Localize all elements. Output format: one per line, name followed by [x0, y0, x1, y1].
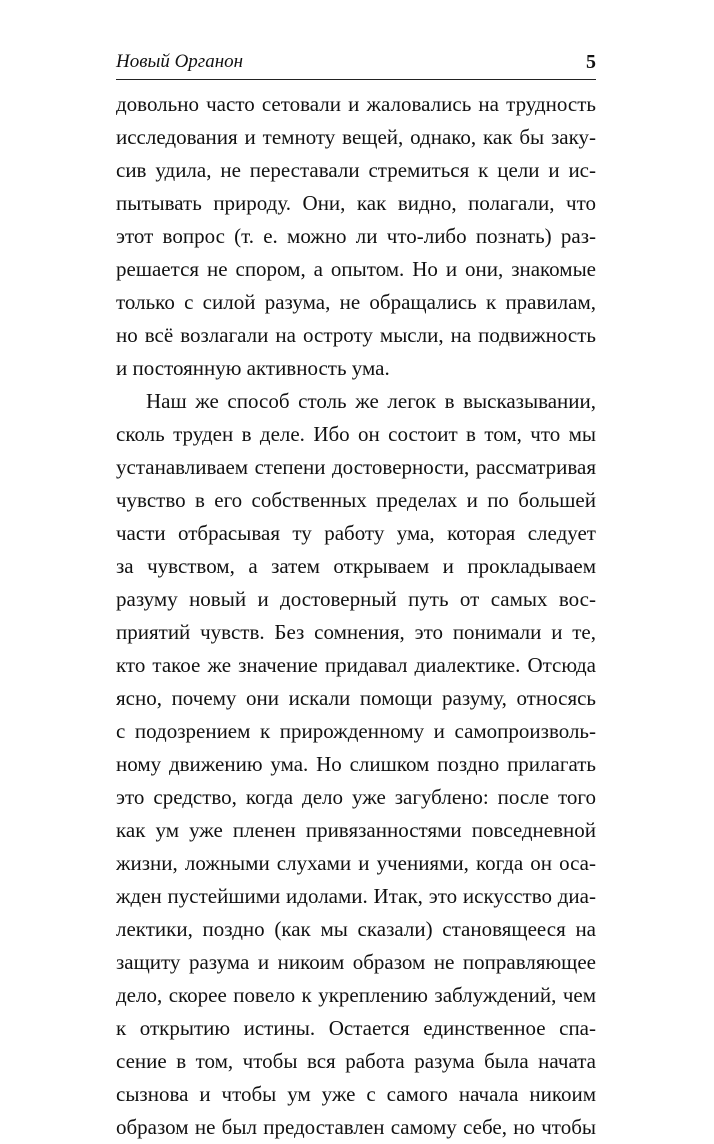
text-line: чувство в его собственных пределах и по большей [116, 488, 596, 512]
text-line: к открытию истины. Остается единственное спа- [116, 1016, 596, 1040]
running-title: Новый Органон [116, 51, 244, 72]
text-line: пытывать природу. Они, как видно, полагали, что [116, 191, 596, 215]
text-line: разуму новый и достоверный путь от самых вос- [116, 587, 596, 611]
text-line: жден пустейшими идолами. Итак, это искусство диа- [116, 884, 596, 908]
text-line: только с силой разума, не обращались к правилам, [116, 290, 596, 314]
text-line: жизни, ложными слухами и учениями, когда он оса- [116, 851, 596, 875]
text-line: сение в том, чтобы вся работа разума была начата [116, 1049, 596, 1073]
text-line: приятий чувств. Без сомнения, это понимали и те, [116, 620, 596, 644]
text-line: образом не был предоставлен самому себе, но чтобы [116, 1115, 596, 1139]
header-rule [116, 79, 596, 80]
body-text [116, 88, 596, 1144]
text-line: это средство, когда дело уже загублено: после того [116, 785, 596, 809]
text-line: как ум уже пленен привязанностями повседневной [116, 818, 596, 842]
text-line: этот вопрос (т. е. можно ли что-либо познать) раз- [116, 224, 596, 248]
text-line: ному движению ума. Но слишком поздно прилагать [116, 752, 596, 776]
paragraph-1 [116, 88, 596, 385]
text-line: ясно, почему они искали помощи разуму, относясь [116, 686, 596, 710]
text-line: лектики, поздно (как мы сказали) становящееся на [116, 917, 596, 941]
text-line: но всё возлагали на остроту мысли, на подвижность [116, 323, 596, 347]
page-number: 5 [586, 51, 596, 73]
paragraph-2 [116, 385, 596, 1144]
text-line: и постоянную активность ума. [116, 356, 390, 380]
text-line: довольно часто сетовали и жаловались на трудность [116, 92, 596, 116]
text-line: защиту разума и никоим образом не поправляющее [116, 950, 596, 974]
text-line: за чувством, а затем открываем и прокладываем [116, 554, 596, 578]
text-line: Наш же способ столь же легок в высказывании, [146, 389, 596, 413]
text-line: части отбрасывая ту работу ума, которая следует [116, 521, 596, 545]
running-head [116, 49, 596, 75]
text-line: исследования и темноту вещей, однако, как бы заку- [116, 125, 596, 149]
text-line: сколь труден в деле. Ибо он состоит в том, что мы [116, 422, 596, 446]
text-line: сызнова и чтобы ум уже с самого начала никоим [116, 1082, 596, 1106]
text-line: устанавливаем степени достоверности, рассматривая [116, 455, 596, 479]
text-line: сив удила, не переставали стремиться к цели и ис- [116, 158, 596, 182]
text-line: решается не спором, а опытом. Но и они, знакомые [116, 257, 596, 281]
text-line: кто такое же значение придавал диалектике. Отсюда [116, 653, 596, 677]
text-line: дело, скорее повело к укреплению заблуждений, чем [116, 983, 596, 1007]
text-line: с подозрением к прирожденному и самопроизволь- [116, 719, 596, 743]
